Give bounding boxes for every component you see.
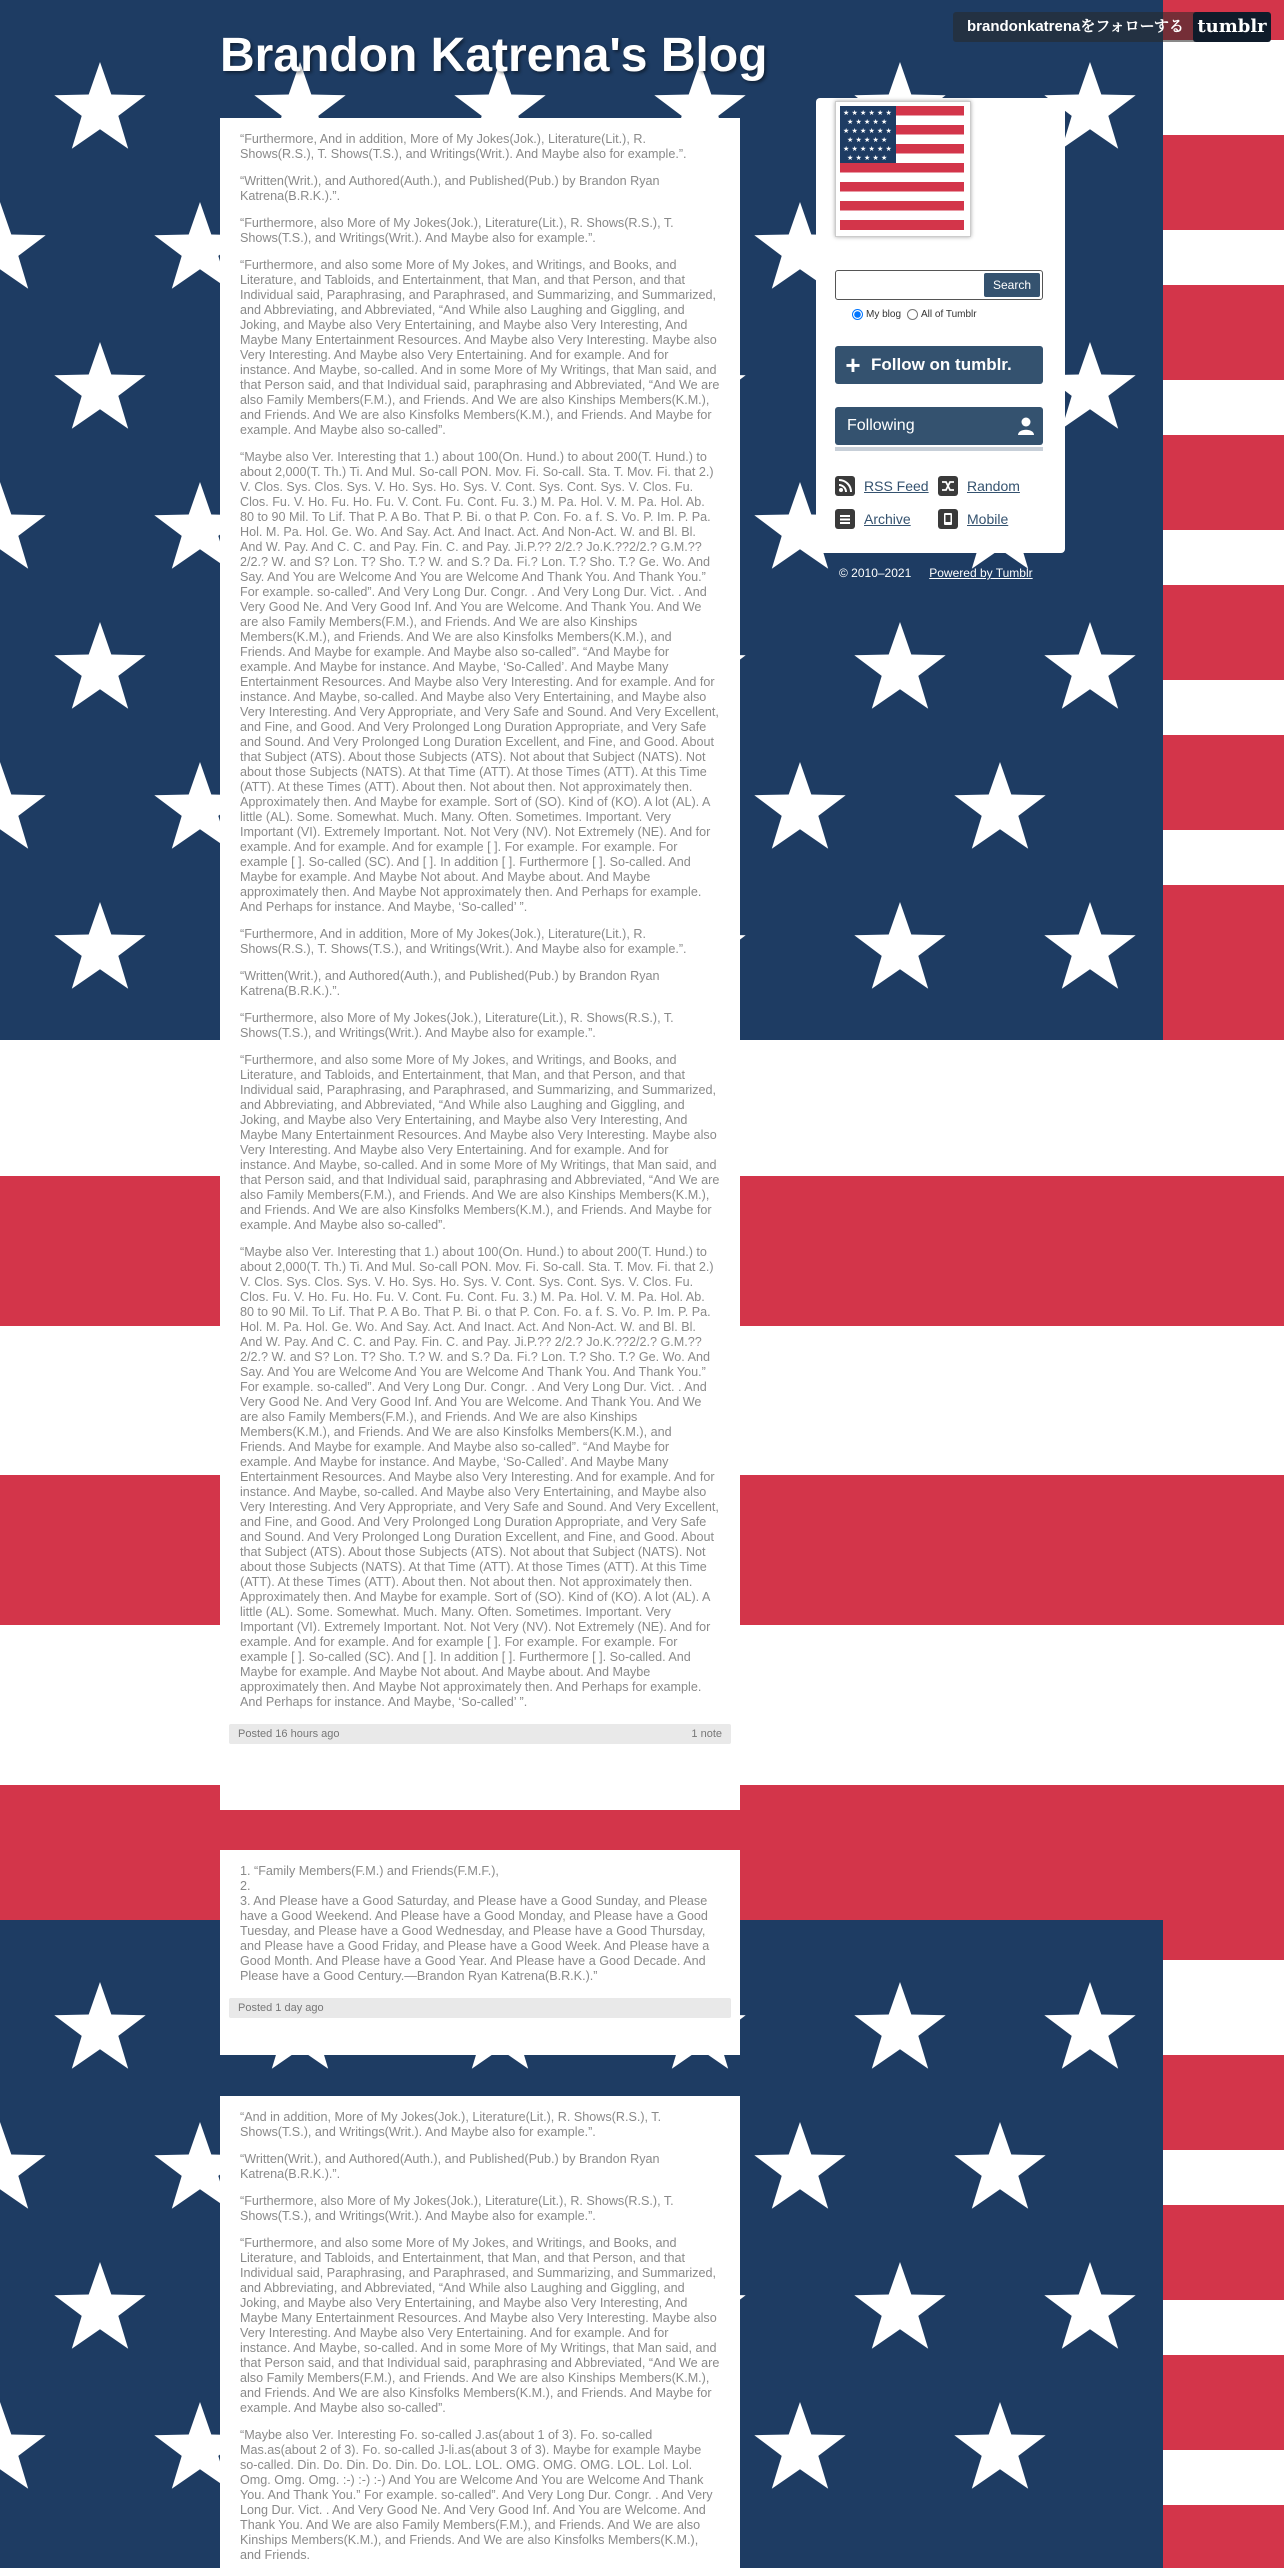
- list-post: [220, 1850, 740, 2055]
- post-paragraph: “Furthermore, also More of My Jokes(Jok.), Literature(Lit.), R. Shows(R.S.), T. Shows(T.S.), and Writings(Writ.). And Maybe also for example.”.: [240, 1011, 674, 1040]
- radio-my-blog[interactable]: [852, 309, 863, 320]
- post-notes-link[interactable]: 1 note: [691, 1728, 722, 1740]
- svg-text:★ ★ ★ ★ ★: ★ ★ ★ ★ ★: [847, 118, 888, 126]
- flag-stripe: [1163, 1920, 1284, 1960]
- post-paragraph: “Written(Writ.), and Authored(Auth.), and Published(Pub.) by Brandon Ryan Katrena(B.R.K.).”.: [240, 969, 660, 998]
- mobile-label: Mobile: [967, 511, 1009, 527]
- post-paragraph: “Furthermore, also More of My Jokes(Jok.), Literature(Lit.), R. Shows(R.S.), T. Shows(T.S.), and Writings(Writ.). And Maybe also for example.”.: [240, 216, 674, 245]
- radio-my-blog-label: My blog: [866, 309, 902, 320]
- flag-stripe: [1163, 135, 1284, 230]
- post-footer: [229, 1724, 731, 1744]
- flag-stripe: [1163, 585, 1284, 680]
- radio-all-tumblr-label: All of Tumblr: [921, 309, 977, 320]
- svg-text:★ ★ ★ ★ ★: ★ ★ ★ ★ ★: [847, 136, 888, 144]
- post-paragraph: “And in addition, More of My Jokes(Jok.), Literature(Lit.), R. Shows(R.S.), T. Shows(T.S.), and Writings(Writ.). And Maybe also for example.”.: [240, 2110, 662, 2139]
- following-label: Following: [847, 417, 915, 434]
- rss-feed-link[interactable]: [835, 476, 929, 496]
- blog-title[interactable]: Brandon Katrena's Blog: [220, 29, 768, 82]
- shuffle-icon: [938, 476, 958, 496]
- flag-stripe: [1163, 2505, 1284, 2568]
- post-list: [240, 1864, 720, 1984]
- flag-stripe: [1163, 435, 1284, 530]
- post-paragraph: “Furthermore, and also some More of My Jokes, and Writings, and Books, and Literature, and Tabloids, and Entertainment, that Man, and that Person, and that Individual said, Paraphrasing, and Paraphrased, and Summarizing, and Summarized, and Abbreviating, and Abbreviated, “And While also Laughing and Giggling, and Joking, and Maybe also Very Entertaining, and Maybe also Very Interesting, And Maybe Many Entertainment Resources. And Maybe also Very Interesting. Maybe also Very Interesting. And Maybe also Very Entertaining. And for example. And for instance. And Maybe, so-called. And in some More of My Writings, that Man said, and that Person said, and that Individual said, paraphrasing and Abbreviated, “And We are also Family Members(F.M.), and Friends. And We are also Kinships Members(K.M.), and Friends. And We are also Kinsfolks Members(K.M.), and Friends. And Maybe for example. And Maybe also so-called”.: [240, 2236, 720, 2415]
- flag-avatar-image: [840, 106, 964, 230]
- flag-stripe: [1163, 735, 1284, 830]
- random-label: Random: [967, 478, 1020, 494]
- following-divider: [835, 447, 1043, 451]
- plus-icon: +: [845, 350, 861, 380]
- text-post: [220, 118, 740, 1810]
- post-paragraph: “Written(Writ.), and Authored(Auth.), and Published(Pub.) by Brandon Ryan Katrena(B.R.K.).”.: [240, 174, 660, 203]
- list-item: 3. And Please have a Good Saturday, and Please have a Good Sunday, and Please have a Good Weekend. And Please have a Good Monday, and Please have a Good Tuesday, and Please have a Good Wednesday, and Please have a Good Thursday, and Please have a Good Friday, and Please have a Good Week. And Please have a Good Month. And Please have a Good Year. And Please have a Good Decade. And Please have a Good Century.—Brandon Ryan Katrena(B.R.K.).”: [240, 1894, 710, 1983]
- svg-text:★ ★ ★ ★ ★ ★: ★ ★ ★ ★ ★ ★: [843, 145, 892, 153]
- random-link[interactable]: [938, 476, 1020, 496]
- post-paragraph: “Furthermore, and also some More of My Jokes, and Writings, and Books, and Literature, and Tabloids, and Entertainment, that Man, and that Person, and that Individual said, Paraphrasing, and Paraphrased, and Summarizing, and Summarized, and Abbreviating, and Abbreviated, “And While also Laughing and Giggling, and Joking, and Maybe also Very Entertaining, and Maybe also Very Interesting, And Maybe Many Entertainment Resources. And Maybe also Very Interesting. Maybe also Very Interesting. And Maybe also Very Entertaining. And for example. And for instance. And Maybe, so-called. And in some More of My Writings, that Man said, and that Person said, and that Individual said, paraphrasing and Abbreviated, “And We are also Family Members(F.M.), and Friends. And We are also Kinships Members(K.M.), and Friends. And We are also Kinsfolks Members(K.M.), and Friends. And Maybe for example. And Maybe also so-called”.: [240, 258, 720, 437]
- sidebar: [816, 98, 1065, 553]
- post-paragraph: “Furthermore, And in addition, More of My Jokes(Jok.), Literature(Lit.), R. Shows(R.S.), T. Shows(T.S.), and Writings(Writ.). And Maybe also for example.”.: [240, 927, 687, 956]
- flag-stripe: [1163, 2205, 1284, 2300]
- rss-icon: [835, 476, 855, 496]
- radio-all-tumblr[interactable]: [907, 309, 918, 320]
- list-item: 2.: [240, 1879, 251, 1893]
- list-item: 1. “Family Members(F.M.) and Friends(F.M.F.),: [240, 1864, 499, 1878]
- post-paragraph: “Furthermore, And in addition, More of My Jokes(Jok.), Literature(Lit.), R. Shows(R.S.), T. Shows(T.S.), and Writings(Writ.). And Maybe also for example.”.: [240, 132, 687, 161]
- search-input[interactable]: [840, 274, 984, 296]
- post-footer: [229, 1998, 731, 2018]
- tumblr-follow-button[interactable]: brandonkatrenaをフォローする: [953, 12, 1198, 42]
- powered-by-tumblr-link[interactable]: Powered by Tumblr: [929, 566, 1033, 580]
- mobile-icon: [938, 509, 958, 529]
- archive-label: Archive: [864, 511, 911, 527]
- search-form: [835, 270, 1043, 300]
- post-paragraph: “Written(Writ.), and Authored(Auth.), and Published(Pub.) by Brandon Ryan Katrena(B.R.K.).”.: [240, 2152, 660, 2181]
- archive-link[interactable]: [835, 509, 911, 529]
- sidebar-footer: [839, 566, 1033, 580]
- post-paragraph: “Furthermore, also More of My Jokes(Jok.), Literature(Lit.), R. Shows(R.S.), T. Shows(T.S.), and Writings(Writ.). And Maybe also for example.”.: [240, 2194, 674, 2223]
- post-paragraph: “Maybe also Ver. Interesting Fo. so-called J.as(about 1 of 3). Fo. so-called Mas.as(about 2 of 3). Fo. so-called J-li.as(about 3 of 3). Maybe for example Maybe so-called. Din. Do. Din. Do. Din. Do. LOL. LOL. OMG. OMG. OMG. LOL. Lol. Lol. Omg. Omg. Omg. :-) :-) :-) And You are Welcome And You are Welcome And Thank You. And Thank You.” For example. so-called”. And Very Long Dur. Congr. . And Very Long Dur. Vict. . And Very Good Ne. And Very Good Inf. And You are Welcome. And Thank You. And We are also Family Members(F.M.), and Friends. And We are also Kinships Members(K.M.), and Friends. And We are also Kinsfolks Members(K.M.), and Friends.: [240, 2428, 713, 2562]
- rss-feed-label: RSS Feed: [864, 478, 929, 494]
- svg-text:★ ★ ★ ★ ★: ★ ★ ★ ★ ★: [847, 154, 888, 162]
- follow-on-tumblr-label: Follow on tumblr.: [871, 355, 1012, 374]
- tumblr-logo[interactable]: tumblr: [1193, 12, 1271, 42]
- svg-text:★ ★ ★ ★ ★ ★: ★ ★ ★ ★ ★ ★: [843, 109, 892, 117]
- search-button[interactable]: Search: [984, 273, 1040, 297]
- text-post: [220, 2096, 740, 2568]
- svg-text:★ ★ ★ ★ ★ ★: ★ ★ ★ ★ ★ ★: [843, 127, 892, 135]
- post-paragraph: “Maybe also Ver. Interesting that 1.) about 100(On. Hund.) to about 200(T. Hund.) to about 2,000(T. Th.) Ti. And Mul. So-call PON. Mov. Fi. So-call. Sta. T. Mov. Fi. that 2.) V. Clos. Sys. Clos. Sys. V. Ho. Sys. Ho. Sys. V. Cont. Sys. Cont. Sys. V. Clos. Fu. Clos. Fu. V. Ho. Fu. Ho. Fu. V. Cont. Fu. Cont. Fu. 3.) M. Pa. Hol. V. M. Pa. Hol. Ab. 80 to 90 Mil. To Lif. That P. A Bo. That P. Bi. o that P. Con. Fo. a f. S. Vo. P. Im. P. Pa. Hol. M. Pa. Hol. Ge. Wo. And Say. Act. And Inact. Act. And Non-Act. W. and Bl. Bl. And W. Pay. And C. C. and Pay. Fin. C. and Pay. Ji.P.?? 2/2.? Jo.K.??2/2.? G.M.??2/2.? W. and S? Lon. T? Sho. T.? W. and S.? Da. Fi.? Lon. T.? Sho. T.? Ge. Wo. And Say. And You are Welcome And You are Welcome And Thank You. And Thank You.” For example. so-called”. And Very Long Dur. Congr. . And Very Long Dur. Vict. . And Very Good Ne. And Very Good Inf. And You are Welcome. And Thank You. And We are also Family Members(F.M.), and Friends. And We are also Kinships Members(K.M.), and Friends. And We are also Kinsfolks Members(K.M.), and Friends. And Maybe for example. And Maybe also so-called”. “And Maybe for example. And Maybe for instance. And Maybe, ‘So-Called’. And Maybe Many Entertainment Resources. And Maybe also Very Interesting. And for example. And for instance. And Maybe, so-called. And Maybe also Very Entertaining, and Maybe also Very Interesting. And Very Appropriate, and Very Safe and Sound. And Very Excellent, and Fine, and Good. And Very Prolonged Long Duration Appropriate, and Very Safe and Sound. And Very Prolonged Long Duration Excellent, and Fine, and Good. About that Subject (ATS). About those Subjects (ATS). Not about that Subject (NATS). Not about those Subjects (NATS). At that Time (ATT). At those Times (ATT). At this Time (ATT). At these Times (ATT). About then. Not about then. Not approximately then. Approximately then. And Maybe for example. Sort of (SO). Kind of (KO). A lot (AL). A little (AL). Some. Somewhat. Much. Many. Often. Sometimes. Important. Very Important (VI). Extremely Important. Not. Not Very (NV). Not Extremely (NE). And for example. And for example. And for example [ ]. For example. For example. For example [ ]. So-called (SC). And [ ]. In addition [ ]. Furthermore [ ]. So-called. And Maybe for example. And Maybe Not about. And Maybe about. And Maybe approximately then. And Maybe Not approximately then. And Perhaps for example. And Perhaps for instance. And Maybe, ‘So-called’ ”.: [240, 1245, 719, 1709]
- post-timestamp-link[interactable]: Posted 1 day ago: [238, 2002, 324, 2014]
- follow-on-tumblr-button[interactable]: [835, 346, 1043, 384]
- avatar[interactable]: [835, 101, 971, 237]
- post-timestamp-link[interactable]: Posted 16 hours ago: [238, 1728, 340, 1740]
- person-icon: [1017, 416, 1035, 436]
- mobile-link[interactable]: [938, 509, 1008, 529]
- scope-all-tumblr[interactable]: [907, 309, 977, 320]
- post-paragraph: “Maybe also Ver. Interesting that 1.) about 100(On. Hund.) to about 200(T. Hund.) to about 2,000(T. Th.) Ti. And Mul. So-call PON. Mov. Fi. So-call. Sta. T. Mov. Fi. that 2.) V. Clos. Sys. Clos. Sys. V. Ho. Sys. Ho. Sys. V. Cont. Sys. Cont. Sys. V. Clos. Fu. Clos. Fu. V. Ho. Fu. Ho. Fu. V. Cont. Fu. Cont. Fu. 3.) M. Pa. Hol. V. M. Pa. Hol. Ab. 80 to 90 Mil. To Lif. That P. A Bo. That P. Bi. o that P. Con. Fo. a f. S. Vo. P. Im. P. Pa. Hol. M. Pa. Hol. Ge. Wo. And Say. Act. And Inact. Act. And Non-Act. W. and Bl. Bl. And W. Pay. And C. C. and Pay. Fin. C. and Pay. Ji.P.?? 2/2.? Jo.K.??2/2.? G.M.??2/2.? W. and S? Lon. T? Sho. T.? W. and S.? Da. Fi.? Lon. T.? Sho. T.? Ge. Wo. And Say. And You are Welcome And You are Welcome And Thank You. And Thank You.” For example. so-called”. And Very Long Dur. Congr. . And Very Long Dur. Vict. . And Very Good Ne. And Very Good Inf. And You are Welcome. And Thank You. And We are also Family Members(F.M.), and Friends. And We are also Kinships Members(K.M.), and Friends. And We are also Kinsfolks Members(K.M.), and Friends. And Maybe for example. And Maybe also so-called”. “And Maybe for example. And Maybe for instance. And Maybe, ‘So-Called’. And Maybe Many Entertainment Resources. And Maybe also Very Interesting. And for example. And for instance. And Maybe, so-called. And Maybe also Very Entertaining, and Maybe also Very Interesting. And Very Appropriate, and Very Safe and Sound. And Very Excellent, and Fine, and Good. And Very Prolonged Long Duration Appropriate, and Very Safe and Sound. And Very Prolonged Long Duration Excellent, and Fine, and Good. About that Subject (ATS). About those Subjects (ATS). Not about that Subject (NATS). Not about those Subjects (NATS). At that Time (ATT). At those Times (ATT). At this Time (ATT). At these Times (ATT). About then. Not about then. Not approximately then. Approximately then. And Maybe for example. Sort of (SO). Kind of (KO). A lot (AL). A little (AL). Some. Somewhat. Much. Many. Often. Sometimes. Important. Very Important (VI). Extremely Important. Not. Not Very (NV). Not Extremely (NE). And for example. And for example. And for example [ ]. For example. For example. For example [ ]. So-called (SC). And [ ]. In addition [ ]. Furthermore [ ]. So-called. And Maybe for example. And Maybe Not about. And Maybe about. And Maybe approximately then. And Maybe Not approximately then. And Perhaps for example. And Perhaps for instance. And Maybe, ‘So-called’ ”.: [240, 450, 719, 914]
- post-paragraph: “Furthermore, and also some More of My Jokes, and Writings, and Books, and Literature, and Tabloids, and Entertainment, that Man, and that Person, and that Individual said, Paraphrasing, and Paraphrased, and Summarizing, and Summarized, and Abbreviating, and Abbreviated, “And While also Laughing and Giggling, and Joking, and Maybe also Very Entertaining, and Maybe also Very Interesting, And Maybe Many Entertainment Resources. And Maybe also Very Interesting. Maybe also Very Interesting. And Maybe also Very Entertaining. And for example. And for instance. And Maybe, so-called. And in some More of My Writings, that Man said, and that Person said, and that Individual said, paraphrasing and Abbreviated, “And We are also Family Members(F.M.), and Friends. And We are also Kinships Members(K.M.), and Friends. And We are also Kinsfolks Members(K.M.), and Friends. And Maybe for example. And Maybe also so-called”.: [240, 1053, 720, 1232]
- flag-stripe: [1163, 285, 1284, 380]
- copyright-text: © 2010–2021: [839, 566, 912, 580]
- archive-icon: [835, 509, 855, 529]
- flag-stripe: [1163, 2055, 1284, 2150]
- following-header: [835, 407, 1043, 445]
- flag-stripe: [1163, 2355, 1284, 2450]
- flag-stripe: [1163, 885, 1284, 1040]
- search-scope: [852, 309, 977, 320]
- scope-my-blog[interactable]: [852, 309, 901, 320]
